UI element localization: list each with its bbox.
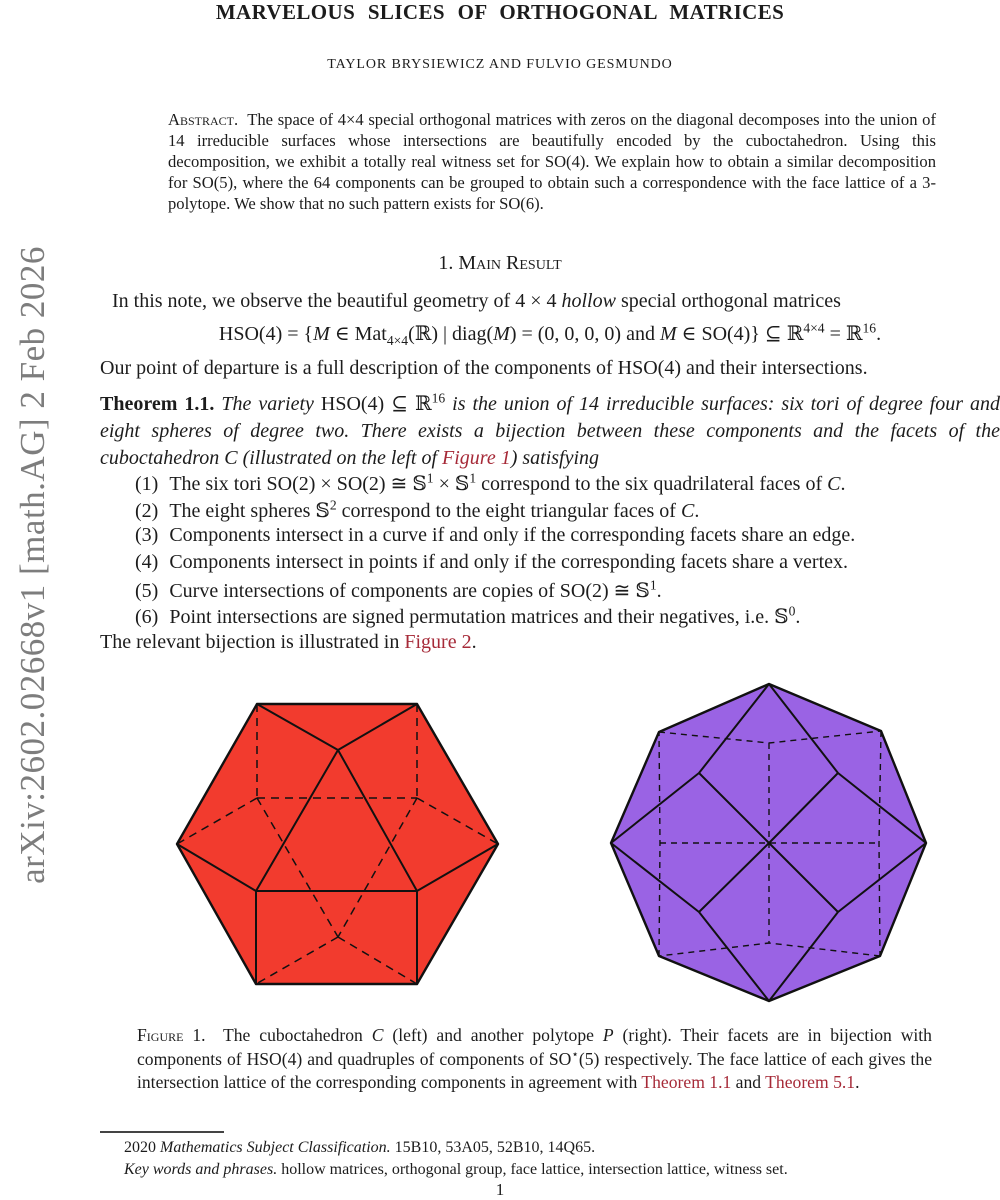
figure-2-link[interactable]: Figure 2 — [404, 631, 472, 653]
list-item: (2) The eight spheres 𝕊$^2$ correspond to the eight triangular faces of C. — [135, 497, 700, 522]
figure-1-link[interactable]: Figure 1 — [442, 447, 511, 469]
footnote-rule — [100, 1131, 224, 1133]
arxiv-watermark: arXiv:2602.02668v1 [math.AG] 2 Feb 2026 — [13, 246, 52, 884]
paper-title: MARVELOUS SLICES OF ORTHOGONAL MATRICES — [215, 0, 785, 24]
intro-paragraph: In this note, we observe the beautiful geometry of 4 × 4 hollow special orthogonal matrices — [112, 290, 841, 312]
departure-paragraph: Our point of departure is a full description of the components of HSO(4) and their intersections. — [100, 357, 868, 379]
list-item: (1) The six tori SO(2) × SO(2) ≅ 𝕊$^1$ × 𝕊$^1$ correspond to the six quadrilateral faces of C. — [135, 470, 846, 495]
closing-line: The relevant bijection is illustrated in Figure 2. — [100, 631, 477, 653]
theorem-1-1-link[interactable]: Theorem 1.1 — [641, 1072, 732, 1093]
theorem-1-1 — [100, 391, 1000, 472]
abstract: Abstract. The space of 4×4 special orthogonal matrices with zeros on the diagonal decomposes into the union of 14 irreducible surfaces whose intersections are beautifully encoded by the cuboctahedron. Using this decomposition, we exhibit a totally real witness set for SO(4). We explain how to obtain a similar decomposition for SO(5), where the 64 components can be grouped to obtain such a correspondence with the face lattice of a 3-polytope. We show that no such pattern exists for SO(6). — [168, 110, 936, 213]
theorem-body: The variety HSO(4) ⊆ ℝ$^{16}$ is the union of 14 irreducible surfaces: six tori of degree four and eight spheres of degree two. There exists a bijection between these components and the facets of the cuboctahedron C (illustrated on the left of Figure 1) satisfying — [100, 390, 1000, 469]
cuboctahedron-figure — [172, 681, 504, 991]
theorem-label: Theorem 1.1. — [100, 393, 215, 415]
page-number: 1 — [495, 1180, 505, 1199]
polytope-figure — [608, 680, 930, 1005]
theorem-5-1-link[interactable]: Theorem 5.1 — [765, 1072, 856, 1093]
keywords-footnote: Key words and phrases. hollow matrices, orthogonal group, face lattice, intersection lattice, witness set. — [124, 1161, 788, 1178]
list-item: (4) Components intersect in points if and only if the corresponding facets share a vertex. — [135, 551, 849, 574]
figure-1-caption: Figure 1. The cuboctahedron C (left) and another polytope P (right). Their facets are in bijection with components of HSO(4) and quadruples of components of SO⋆(5) respectively. The face lattice of each gives the intersection lattice of the corresponding components in agreement with Theorem 1.1 and Theorem 5.1. — [137, 1025, 932, 1093]
list-item: (5) Curve intersections of components are copies of SO(2) ≅ 𝕊$^1$. — [135, 577, 662, 602]
list-item: (6) Point intersections are signed permutation matrices and their negatives, i.e. 𝕊$^0$. — [135, 603, 801, 629]
list-item: (3) Components intersect in a curve if and only if the corresponding facets share an edge. — [135, 524, 856, 547]
theorem-item-list — [100, 471, 1000, 631]
msc-footnote: 2020 Mathematics Subject Classification. 15B10, 53A05, 52B10, 14Q65. — [124, 1139, 596, 1156]
hso4-formula: HSO(4) = {M ∈ Mat$_{4\times 4}$(ℝ) | diag(M) = (0, 0, 0, 0) and M ∈ SO(4)} ⊆ ℝ$^{4\times 4}$ = ℝ$^{16}$. — [218, 320, 882, 348]
section-heading: 1. Main Result — [438, 252, 562, 274]
paper-authors: TAYLOR BRYSIEWICZ AND FULVIO GESMUNDO — [327, 57, 673, 72]
cuboctahedron-silhouette — [177, 704, 498, 984]
